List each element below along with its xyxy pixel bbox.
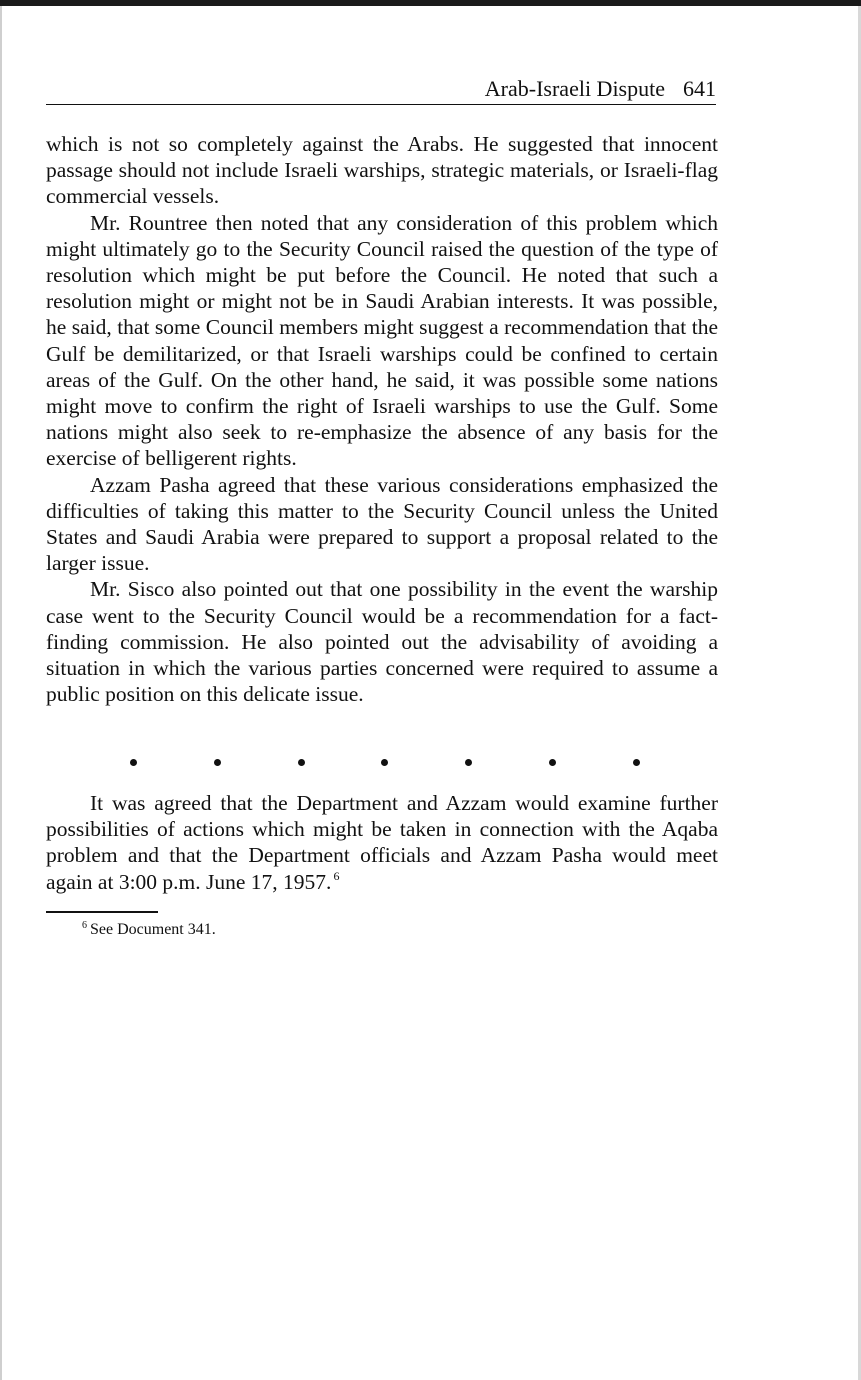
omission-dot (381, 759, 388, 766)
omission-dot (465, 759, 472, 766)
paragraph-continued: which is not so completely against the Arabs. He suggested that innocent passage should not include Israeli warships, strategic materials, or Israeli-flag commercial vessels. (46, 132, 718, 209)
footnote-marker: 6 (82, 919, 87, 931)
page-top-edge (0, 0, 861, 6)
omission-dot (549, 759, 556, 766)
omission-dot (214, 759, 221, 766)
paragraph-azzam: Azzam Pasha agreed that these various considerations emphasized the difficulties of taking this matter to the Security Council unless the United States and Saudi Arabia were prepared to support a proposal related to the larger issue. (46, 472, 718, 576)
omission-dots (130, 752, 640, 772)
omission-dot (130, 759, 137, 766)
running-head (46, 76, 716, 105)
body-text (46, 131, 718, 707)
paragraph-sisco: Mr. Sisco also pointed out that one possibility in the event the warship case went to the Security Council would be a recommendation for a fact-finding commission. He also pointed out the advisability of avoiding a situation in which the various parties concerned were required to assume a public position on this delicate issue. (46, 577, 718, 707)
footnote-rule (46, 911, 158, 913)
footnote (82, 920, 216, 940)
footnote-reference[interactable]: 6 (333, 869, 340, 884)
closing-text (46, 790, 718, 895)
closing-paragraph-text: It was agreed that the Department and Azzam would examine further possibilities of actions which might be taken in connection with the Aqaba problem and that the Department officials and Azzam Pasha would meet again at 3:00 p.m. June 17, 1957. (46, 791, 718, 894)
page-left-edge (0, 6, 2, 1380)
omission-dot (633, 759, 640, 766)
page-number: 641 (683, 76, 716, 101)
omission-dot (298, 759, 305, 766)
paragraph-rountree: Mr. Rountree then noted that any consideration of this problem which might ultimately go to the Security Council raised the question of the type of resolution which might be put before the Council. He noted that such a resolution might or might not be in Saudi Arabian interests. It was possible, he said, that some Council members might suggest a recommendation that the Gulf be demilitarized, or that Israeli warships could be confined to certain areas of the Gulf. On the other hand, he said, it was possible some nations might move to confirm the right of Israeli warships to use the Gulf. Some nations might also seek to re-emphasize the absence of any basis for the exercise of belligerent rights. (46, 210, 718, 471)
running-head-title: Arab-Israeli Dispute (484, 76, 665, 101)
paragraph-closing (46, 790, 718, 895)
footnote-text: See Document 341. (90, 921, 216, 938)
